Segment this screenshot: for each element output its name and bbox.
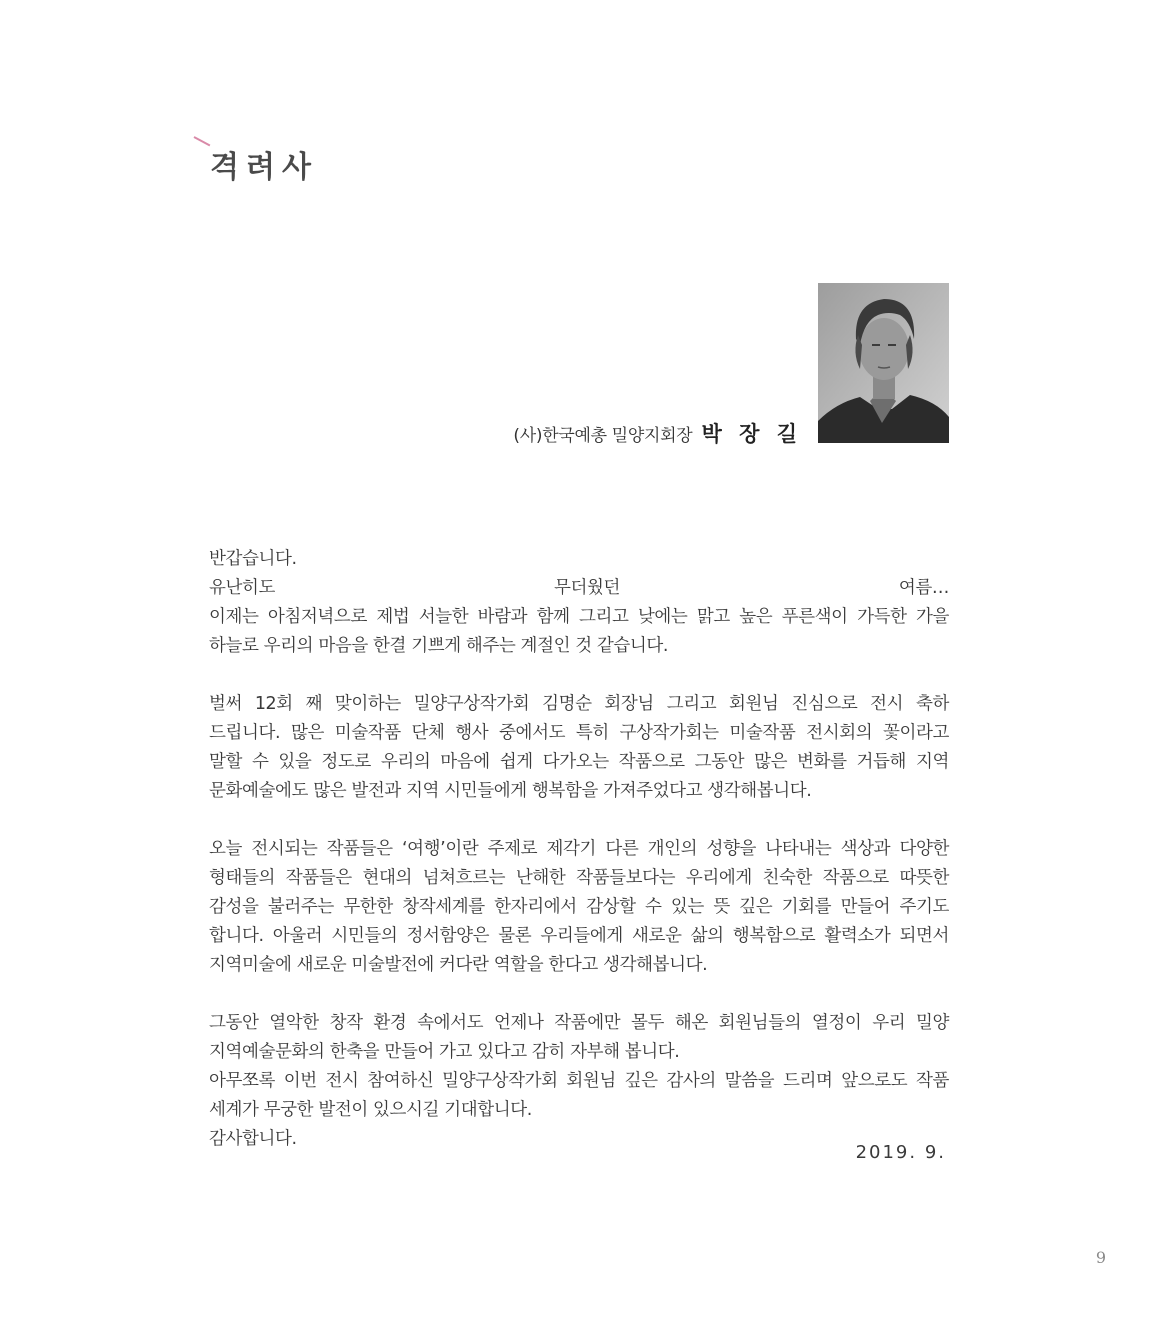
text-line: 아무쪼록 이번 전시 참여하신 밀양구상작가회 회원님 깊은 감사의 말씀을 드리며 앞으로도 작품 [209,1071,949,1091]
text-line: 벌써 12회 째 맞이하는 밀양구상작가회 김명순 회장님 그리고 회원님 진심으로 전시 축하 [209,694,949,714]
text-line: 오늘 전시되는 작품들은 ‘여행’이란 주제로 제각기 다른 개인의 성향을 나타내는 색상과 다양한 [209,839,949,859]
text-line: 문화예술에도 많은 발전과 지역 시민들에게 행복함을 가져주었다고 생각해봅니다. [209,781,812,801]
author-line [513,418,802,448]
text-line: 감성을 불러주는 무한한 창작세계를 한자리에서 감상할 수 있는 뜻 깊은 기회를 만들어 주기도 [209,897,949,917]
paragraph [209,545,949,661]
page-title: 격려사 [210,150,318,185]
author-affiliation: (사)한국예총 밀양지회장 [513,426,693,446]
text-line: 합니다. 아울러 시민들의 정서함양은 물론 우리들에게 새로운 삶의 행복함으로 활력소가 되면서 [209,926,949,946]
letter-date: 2019. 9. [855,1142,946,1163]
letter-body [209,545,949,1183]
text-line: 지역예술문화의 한축을 만들어 가고 있다고 감히 자부해 봅니다. [209,1042,680,1062]
text-line: 세계가 무궁한 발전이 있으시길 기대합니다. [209,1100,532,1120]
text-line: 형태들의 작품들은 현대의 넘쳐흐르는 난해한 작품들보다는 우리에게 친숙한 작품으로 따뜻한 [209,868,949,888]
text-line: 감사합니다. [209,1129,297,1149]
author-name: 박 장 길 [701,422,802,446]
text-line: 유난히도 무더웠던 여름… [209,578,949,598]
paragraph [209,1009,949,1154]
author-portrait [818,283,949,443]
text-line: 이제는 아침저녁으로 제법 서늘한 바람과 함께 그리고 낮에는 맑고 높은 푸른색이 가득한 가을 [209,607,949,627]
text-line: 그동안 열악한 창작 환경 속에서도 언제나 작품에만 몰두 해온 회원님들의 열정이 우리 밀양 [209,1013,949,1033]
title-accent-mark [194,136,211,146]
paragraph [209,835,949,980]
text-line: 지역미술에 새로운 미술발전에 커다란 역할을 한다고 생각해봅니다. [209,955,708,975]
text-line: 하늘로 우리의 마음을 한결 기쁘게 해주는 계절인 것 같습니다. [209,636,669,656]
text-line: 말할 수 있을 정도로 우리의 마음에 쉽게 다가오는 작품으로 그동안 많은 변화를 거듭해 지역 [209,752,949,772]
page-number: 9 [1095,1248,1106,1267]
paragraph [209,690,949,806]
text-line: 드립니다. 많은 미술작품 단체 행사 중에서도 특히 구상작가회는 미술작품 전시회의 꽃이라고 [209,723,949,743]
text-line: 반갑습니다. [209,549,297,569]
